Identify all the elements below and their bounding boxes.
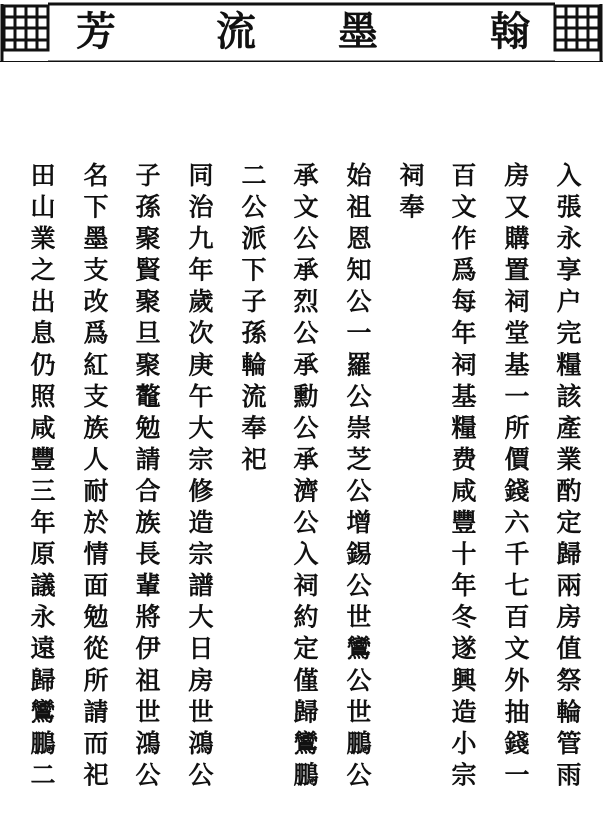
text-column-11: 田山業之出息仍照咸豐三年原議永遠歸鸞鵬二: [27, 162, 56, 793]
text-column-1: 入張永享户完糧該產業酌定歸兩房值祭輪管雨: [553, 162, 582, 793]
text-column-6: 承文公承烈公承勳公承濟公入祠約定僅歸鸞鵬: [290, 162, 319, 793]
title-char-3: 流: [216, 8, 256, 55]
title-char-1: 翰: [490, 8, 530, 55]
text-column-3: 百文作爲每年祠基糧费咸豐十年冬遂興造小宗: [448, 162, 477, 793]
text-column-2: 房又購置祠堂基一所價錢六千七百文外抽錢一: [501, 162, 530, 793]
header-banner: [0, 0, 603, 62]
title-char-4: 芳: [76, 8, 116, 55]
text-column-4: 祠奉: [396, 162, 425, 226]
text-column-8: 同治九年歲次庚午大宗修造宗譜大日房世鴻公: [185, 162, 214, 793]
text-column-7: 二公派下子孫輪流奉祀: [238, 162, 267, 478]
text-column-5: 始祖恩知公一羅公崇芝公增錫公世鸞公世鵬公: [343, 162, 372, 793]
text-column-10: 名下墨支改爲紅支族人耐於情面勉從所請而祀: [80, 162, 109, 793]
title-char-2: 墨: [338, 8, 378, 55]
text-column-9: 子孫聚賢聚旦聚鼇勉請合族長輩將伊祖世鴻公: [132, 162, 161, 793]
